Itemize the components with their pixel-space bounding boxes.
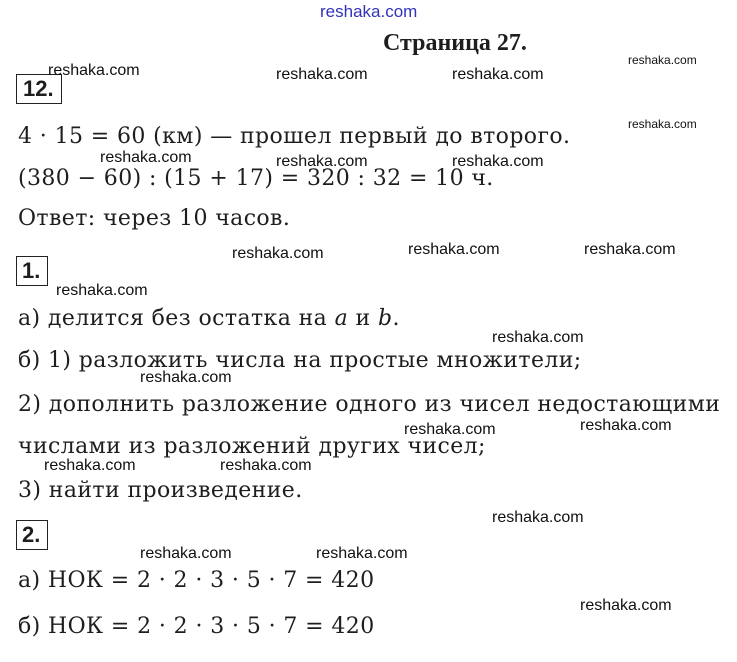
answer-item: 3) найти произведение. bbox=[18, 478, 303, 503]
watermark: reshaka.com bbox=[48, 62, 140, 79]
answer-item bbox=[18, 306, 400, 331]
answer-item: а) НОК = 2 · 2 · 3 · 5 · 7 = 420 bbox=[18, 568, 375, 593]
watermark: reshaka.com bbox=[316, 545, 408, 562]
watermark: reshaka.com bbox=[56, 282, 148, 299]
watermark: reshaka.com bbox=[408, 241, 500, 258]
watermark: reshaka.com bbox=[140, 369, 232, 386]
page-title: Страница 27. bbox=[383, 30, 527, 56]
watermark: reshaka.com bbox=[140, 545, 232, 562]
watermark: reshaka.com bbox=[276, 153, 368, 170]
watermark: reshaka.com bbox=[404, 421, 496, 438]
answer-item: б) НОК = 2 · 2 · 3 · 5 · 7 = 420 bbox=[18, 614, 375, 639]
watermark: reshaka.com bbox=[492, 509, 584, 526]
variable-b: b bbox=[377, 306, 393, 331]
watermark: reshaka.com bbox=[580, 597, 672, 614]
watermark: reshaka.com bbox=[628, 117, 697, 131]
variable-a: a bbox=[334, 306, 349, 331]
watermark: reshaka.com bbox=[44, 457, 136, 474]
answer-line: Ответ: через 10 часов. bbox=[18, 206, 291, 231]
answer-item: 2) дополнить разложение одного из чисел недостающими bbox=[18, 392, 721, 417]
watermark: reshaka.com bbox=[100, 149, 192, 166]
watermark: reshaka.com bbox=[452, 66, 544, 83]
watermark: reshaka.com bbox=[628, 53, 697, 67]
answer-item: числами из разложений других чисел; bbox=[18, 434, 486, 459]
task-number-box bbox=[16, 520, 48, 550]
answer-text: и bbox=[348, 306, 378, 331]
watermark: reshaka.com bbox=[452, 153, 544, 170]
site-link[interactable]: reshaka.com bbox=[320, 2, 418, 21]
task-number: 2. bbox=[22, 522, 41, 547]
watermark: reshaka.com bbox=[232, 245, 324, 262]
task-number-box bbox=[16, 256, 48, 286]
answer-text: . bbox=[392, 306, 400, 331]
task-number: 12. bbox=[23, 76, 54, 101]
watermark: reshaka.com bbox=[492, 329, 584, 346]
answer-text: а) делится без остатка на bbox=[18, 306, 335, 331]
task-number: 1. bbox=[22, 258, 41, 283]
solution-line: 4 · 15 = 60 (км) — прошел первый до второго. bbox=[18, 124, 571, 149]
watermark: reshaka.com bbox=[220, 457, 312, 474]
watermark: reshaka.com bbox=[584, 241, 676, 258]
solution-line: (380 − 60) : (15 + 17) = 320 : 32 = 10 ч. bbox=[18, 166, 494, 191]
answer-item: б) 1) разложить числа на простые множители; bbox=[18, 348, 582, 373]
watermark: reshaka.com bbox=[580, 417, 672, 434]
watermark: reshaka.com bbox=[276, 66, 368, 83]
